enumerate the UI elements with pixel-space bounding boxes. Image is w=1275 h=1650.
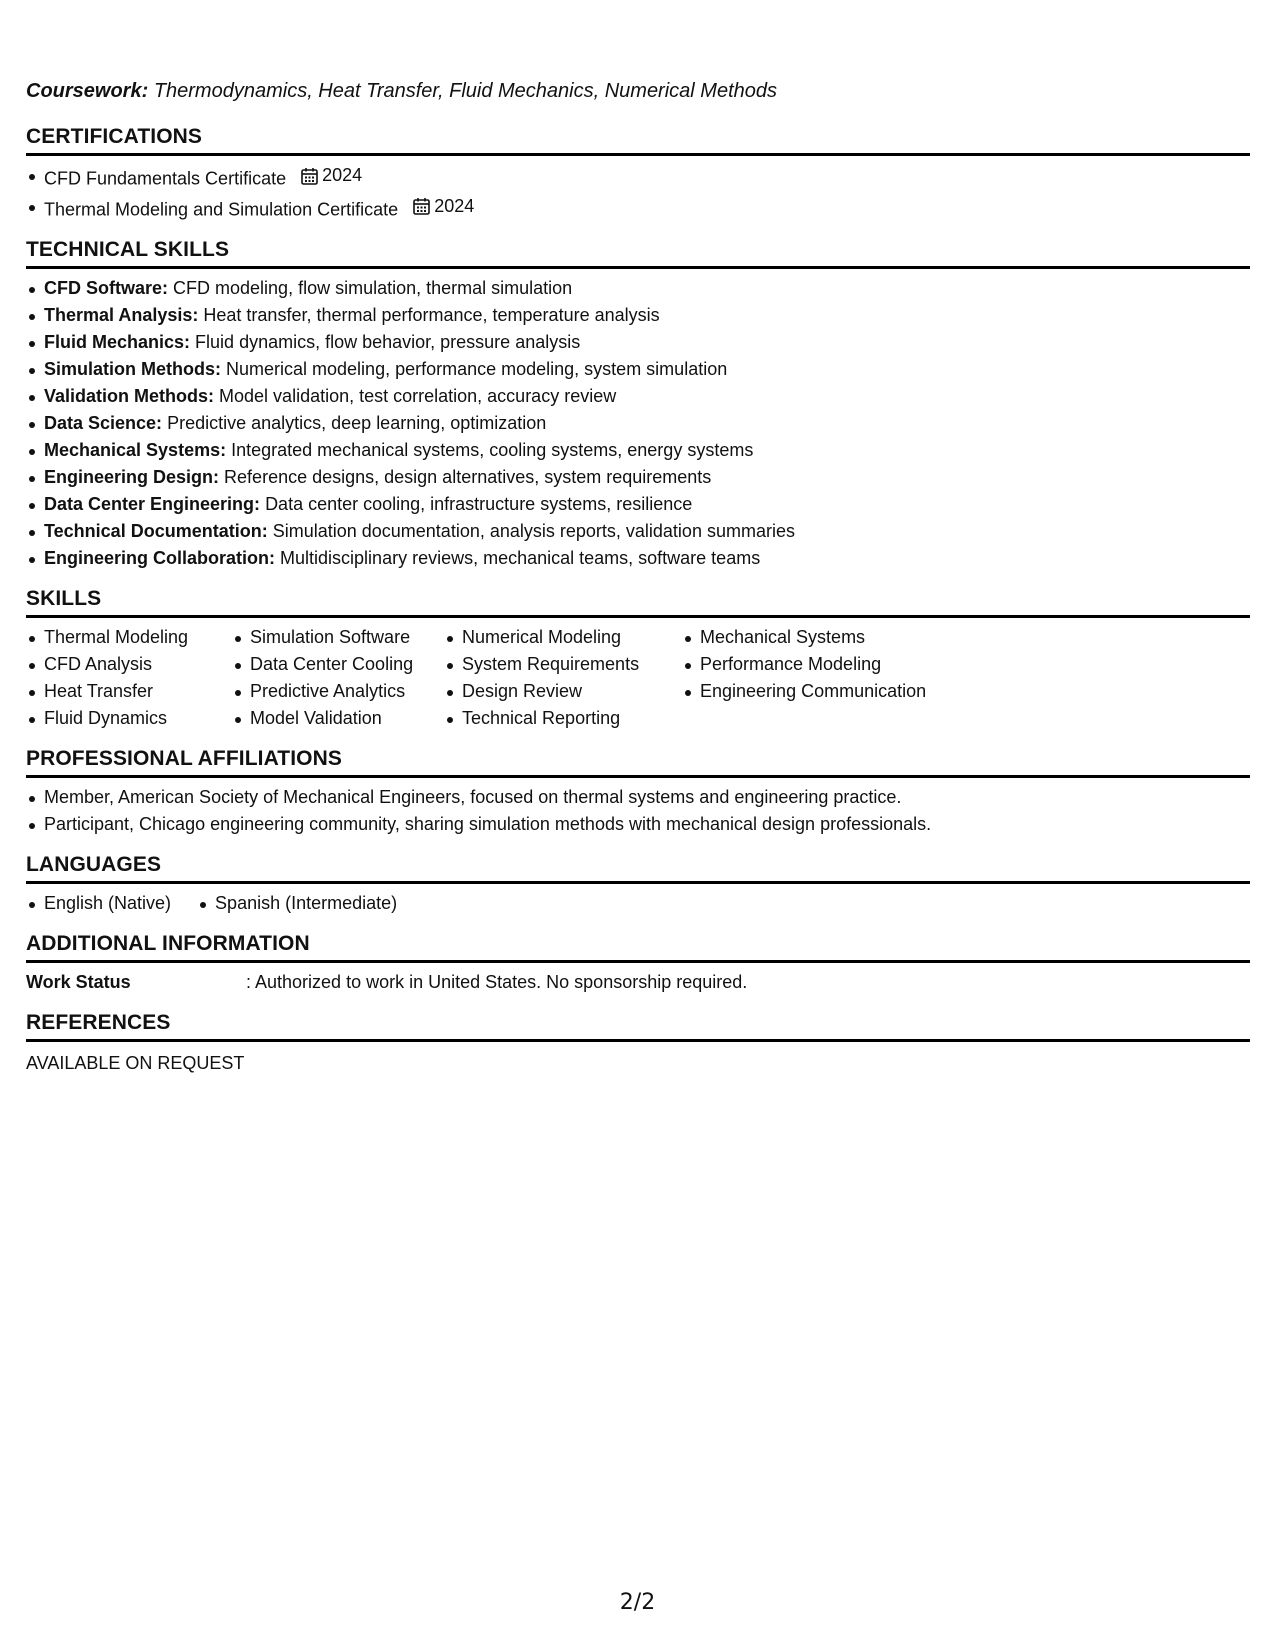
skill-item: Fluid Dynamics [44, 705, 222, 732]
certifications-section [26, 124, 1250, 223]
technical-skill-label: CFD Software: [44, 278, 169, 298]
technical-skill-item [44, 356, 1250, 383]
technical-skill-item [44, 491, 1250, 518]
technical-skill-text: Multidisciplinary reviews, mechanical teams, software teams [280, 548, 761, 568]
certification-item [44, 162, 1250, 193]
technical-skill-item [44, 275, 1250, 302]
technical-skill-label: Technical Documentation: [44, 521, 268, 541]
skills-column [682, 624, 980, 732]
references-section [26, 1010, 1250, 1077]
skill-item: Thermal Modeling [44, 624, 222, 651]
skill-item: Engineering Communication [700, 678, 980, 705]
coursework-label: Coursework: [26, 80, 149, 102]
calendar-icon [301, 167, 318, 185]
language-item: Spanish (Intermediate) [215, 890, 397, 917]
technical-skill-item [44, 383, 1250, 410]
certification-item [44, 193, 1250, 224]
work-status-value: : Authorized to work in United States. No sponsorship required. [246, 972, 748, 992]
technical-skill-text: Simulation documentation, analysis reports, validation summaries [272, 521, 795, 541]
technical-skill-item [44, 464, 1250, 491]
technical-skill-label: Validation Methods: [44, 386, 215, 406]
additional-info-section [26, 931, 1250, 996]
work-status-row [26, 969, 1250, 996]
skill-item: Heat Transfer [44, 678, 222, 705]
skills-grid [26, 624, 1250, 732]
technical-skill-item [44, 437, 1250, 464]
coursework-text: Thermodynamics, Heat Transfer, Fluid Mechanics, Numerical Methods [153, 80, 777, 102]
skill-item: Mechanical Systems [700, 624, 980, 651]
skill-item: System Requirements [462, 651, 672, 678]
technical-skill-text: Model validation, test correlation, accuracy review [219, 386, 617, 406]
languages-list [26, 890, 1250, 917]
certification-year: 2024 [322, 165, 363, 185]
skills-column [26, 624, 222, 732]
page-number: 2/2 [619, 1590, 656, 1615]
skills-title: SKILLS [26, 586, 1250, 618]
skill-item: Design Review [462, 678, 672, 705]
skill-item: CFD Analysis [44, 651, 222, 678]
work-status-label: Work Status [26, 972, 131, 992]
affiliation-item: Member, American Society of Mechanical Engineers, focused on thermal systems and engineering practice. [44, 784, 1250, 811]
technical-skills-title: TECHNICAL SKILLS [26, 237, 1250, 269]
skills-section [26, 586, 1250, 732]
technical-skill-item [44, 410, 1250, 437]
language-item: English (Native) [44, 890, 171, 917]
certification-name: CFD Fundamentals Certificate [44, 168, 287, 189]
skills-column [232, 624, 440, 732]
technical-skill-label: Fluid Mechanics: [44, 332, 191, 352]
technical-skill-text: Data center cooling, infrastructure systems, resilience [265, 494, 693, 514]
languages-section [26, 852, 1250, 917]
technical-skill-text: Heat transfer, thermal performance, temperature analysis [203, 305, 660, 325]
technical-skills-list [26, 275, 1250, 572]
skill-item: Model Validation [250, 705, 440, 732]
certifications-title: CERTIFICATIONS [26, 124, 1250, 156]
references-text: AVAILABLE ON REQUEST [26, 1053, 245, 1073]
technical-skill-text: Fluid dynamics, flow behavior, pressure analysis [195, 332, 581, 352]
technical-skill-text: CFD modeling, flow simulation, thermal simulation [173, 278, 573, 298]
skill-item: Data Center Cooling [250, 651, 440, 678]
skills-column [444, 624, 672, 732]
technical-skill-label: Thermal Analysis: [44, 305, 199, 325]
certifications-list [26, 162, 1250, 223]
calendar-icon [413, 197, 430, 215]
additional-info-title: ADDITIONAL INFORMATION [26, 931, 1250, 963]
technical-skill-label: Engineering Collaboration: [44, 548, 276, 568]
affiliation-item: Participant, Chicago engineering community, sharing simulation methods with mechanical design professionals. [44, 811, 1250, 838]
technical-skill-text: Integrated mechanical systems, cooling systems, energy systems [231, 440, 754, 460]
technical-skill-label: Data Science: [44, 413, 163, 433]
technical-skill-label: Engineering Design: [44, 467, 220, 487]
affiliations-title: PROFESSIONAL AFFILIATIONS [26, 746, 1250, 778]
skill-item: Performance Modeling [700, 651, 980, 678]
affiliations-section [26, 746, 1250, 838]
languages-title: LANGUAGES [26, 852, 1250, 884]
technical-skill-item [44, 545, 1250, 572]
certification-name: Thermal Modeling and Simulation Certificate [44, 199, 399, 219]
technical-skill-item [44, 302, 1250, 329]
technical-skill-text: Reference designs, design alternatives, system requirements [224, 467, 712, 487]
technical-skill-text: Numerical modeling, performance modeling, system simulation [226, 359, 728, 379]
skill-item: Predictive Analytics [250, 678, 440, 705]
resume-page [26, 78, 1250, 1091]
skill-item: Technical Reporting [462, 705, 672, 732]
certification-date [301, 162, 362, 189]
technical-skill-label: Data Center Engineering: [44, 494, 261, 514]
coursework-line [26, 78, 1250, 104]
technical-skill-text: Predictive analytics, deep learning, optimization [167, 413, 547, 433]
technical-skill-item [44, 329, 1250, 356]
references-title: REFERENCES [26, 1010, 1250, 1042]
technical-skill-label: Mechanical Systems: [44, 440, 227, 460]
certification-date [413, 193, 474, 220]
certification-year: 2024 [434, 195, 475, 216]
skill-item: Numerical Modeling [462, 624, 672, 651]
technical-skills-section [26, 237, 1250, 572]
affiliations-list [26, 784, 1250, 838]
technical-skill-item [44, 518, 1250, 545]
technical-skill-label: Simulation Methods: [44, 359, 221, 379]
skill-item: Simulation Software [250, 624, 440, 651]
